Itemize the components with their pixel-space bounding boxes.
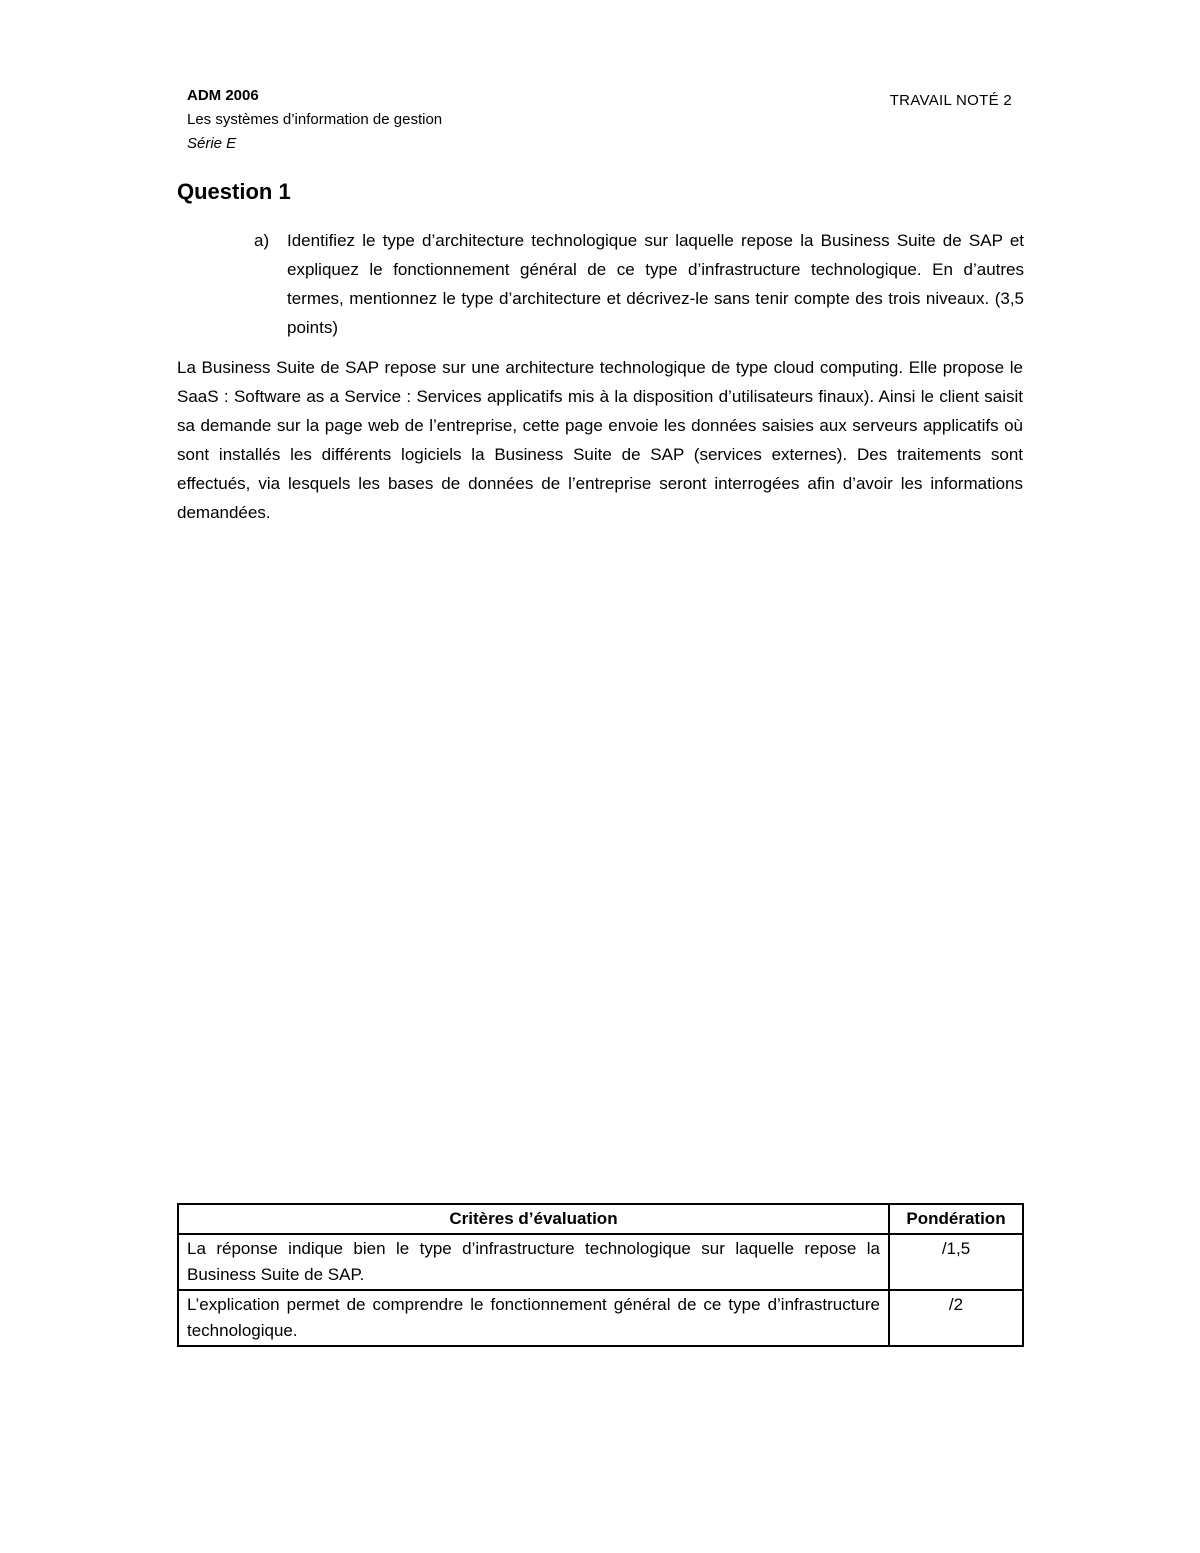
criterion-cell: L’explication permet de comprendre le fonctionnement général de ce type d’infrastructure technologique.	[178, 1290, 889, 1346]
weight-column-header: Pondération	[889, 1204, 1023, 1234]
weight-cell: /2	[889, 1290, 1023, 1346]
course-header	[187, 84, 442, 156]
criterion-cell: La réponse indique bien le type d’infrastructure technologique sur laquelle repose la Business Suite de SAP.	[178, 1234, 889, 1290]
weight-cell: /1,5	[889, 1234, 1023, 1290]
criteria-column-header: Critères d’évaluation	[178, 1204, 889, 1234]
assignment-label: TRAVAIL NOTÉ 2	[889, 92, 1012, 109]
course-code: ADM 2006	[187, 87, 259, 104]
series-label: Série E	[187, 135, 237, 152]
question-item-text: Identifiez le type d’architecture technologique sur laquelle repose la Business Suite de SAP et expliquez le fonctionnement général de ce type d’infrastructure technologique. En d’autres termes, mentionnez le type d’architecture et décrivez-le sans tenir compte des trois niveaux. (3,5 points)	[287, 231, 1024, 337]
answer-paragraph: La Business Suite de SAP repose sur une architecture technologique de type cloud computing. Elle propose le SaaS : Software as a Service : Services applicatifs mis à la disposition d’utilisateurs finaux). Ainsi le client saisit sa demande sur la page web de l’entreprise, cette page envoie les données saisies aux serveurs applicatifs où sont installés les différents logiciels la Business Suite de SAP (services externes). Des traitements sont effectués, via lesquels les bases de données de l’entreprise seront interrogées afin d’avoir les informations demandées.	[177, 358, 1023, 522]
question-item-a	[254, 226, 1024, 342]
evaluation-table	[177, 1203, 1024, 1347]
table-row	[178, 1234, 1023, 1290]
table-header-row	[178, 1204, 1023, 1234]
course-name: Les systèmes d’information de gestion	[187, 111, 443, 128]
table-row	[178, 1290, 1023, 1346]
question-title: Question 1	[177, 179, 291, 204]
question-item-marker: a)	[254, 231, 270, 250]
